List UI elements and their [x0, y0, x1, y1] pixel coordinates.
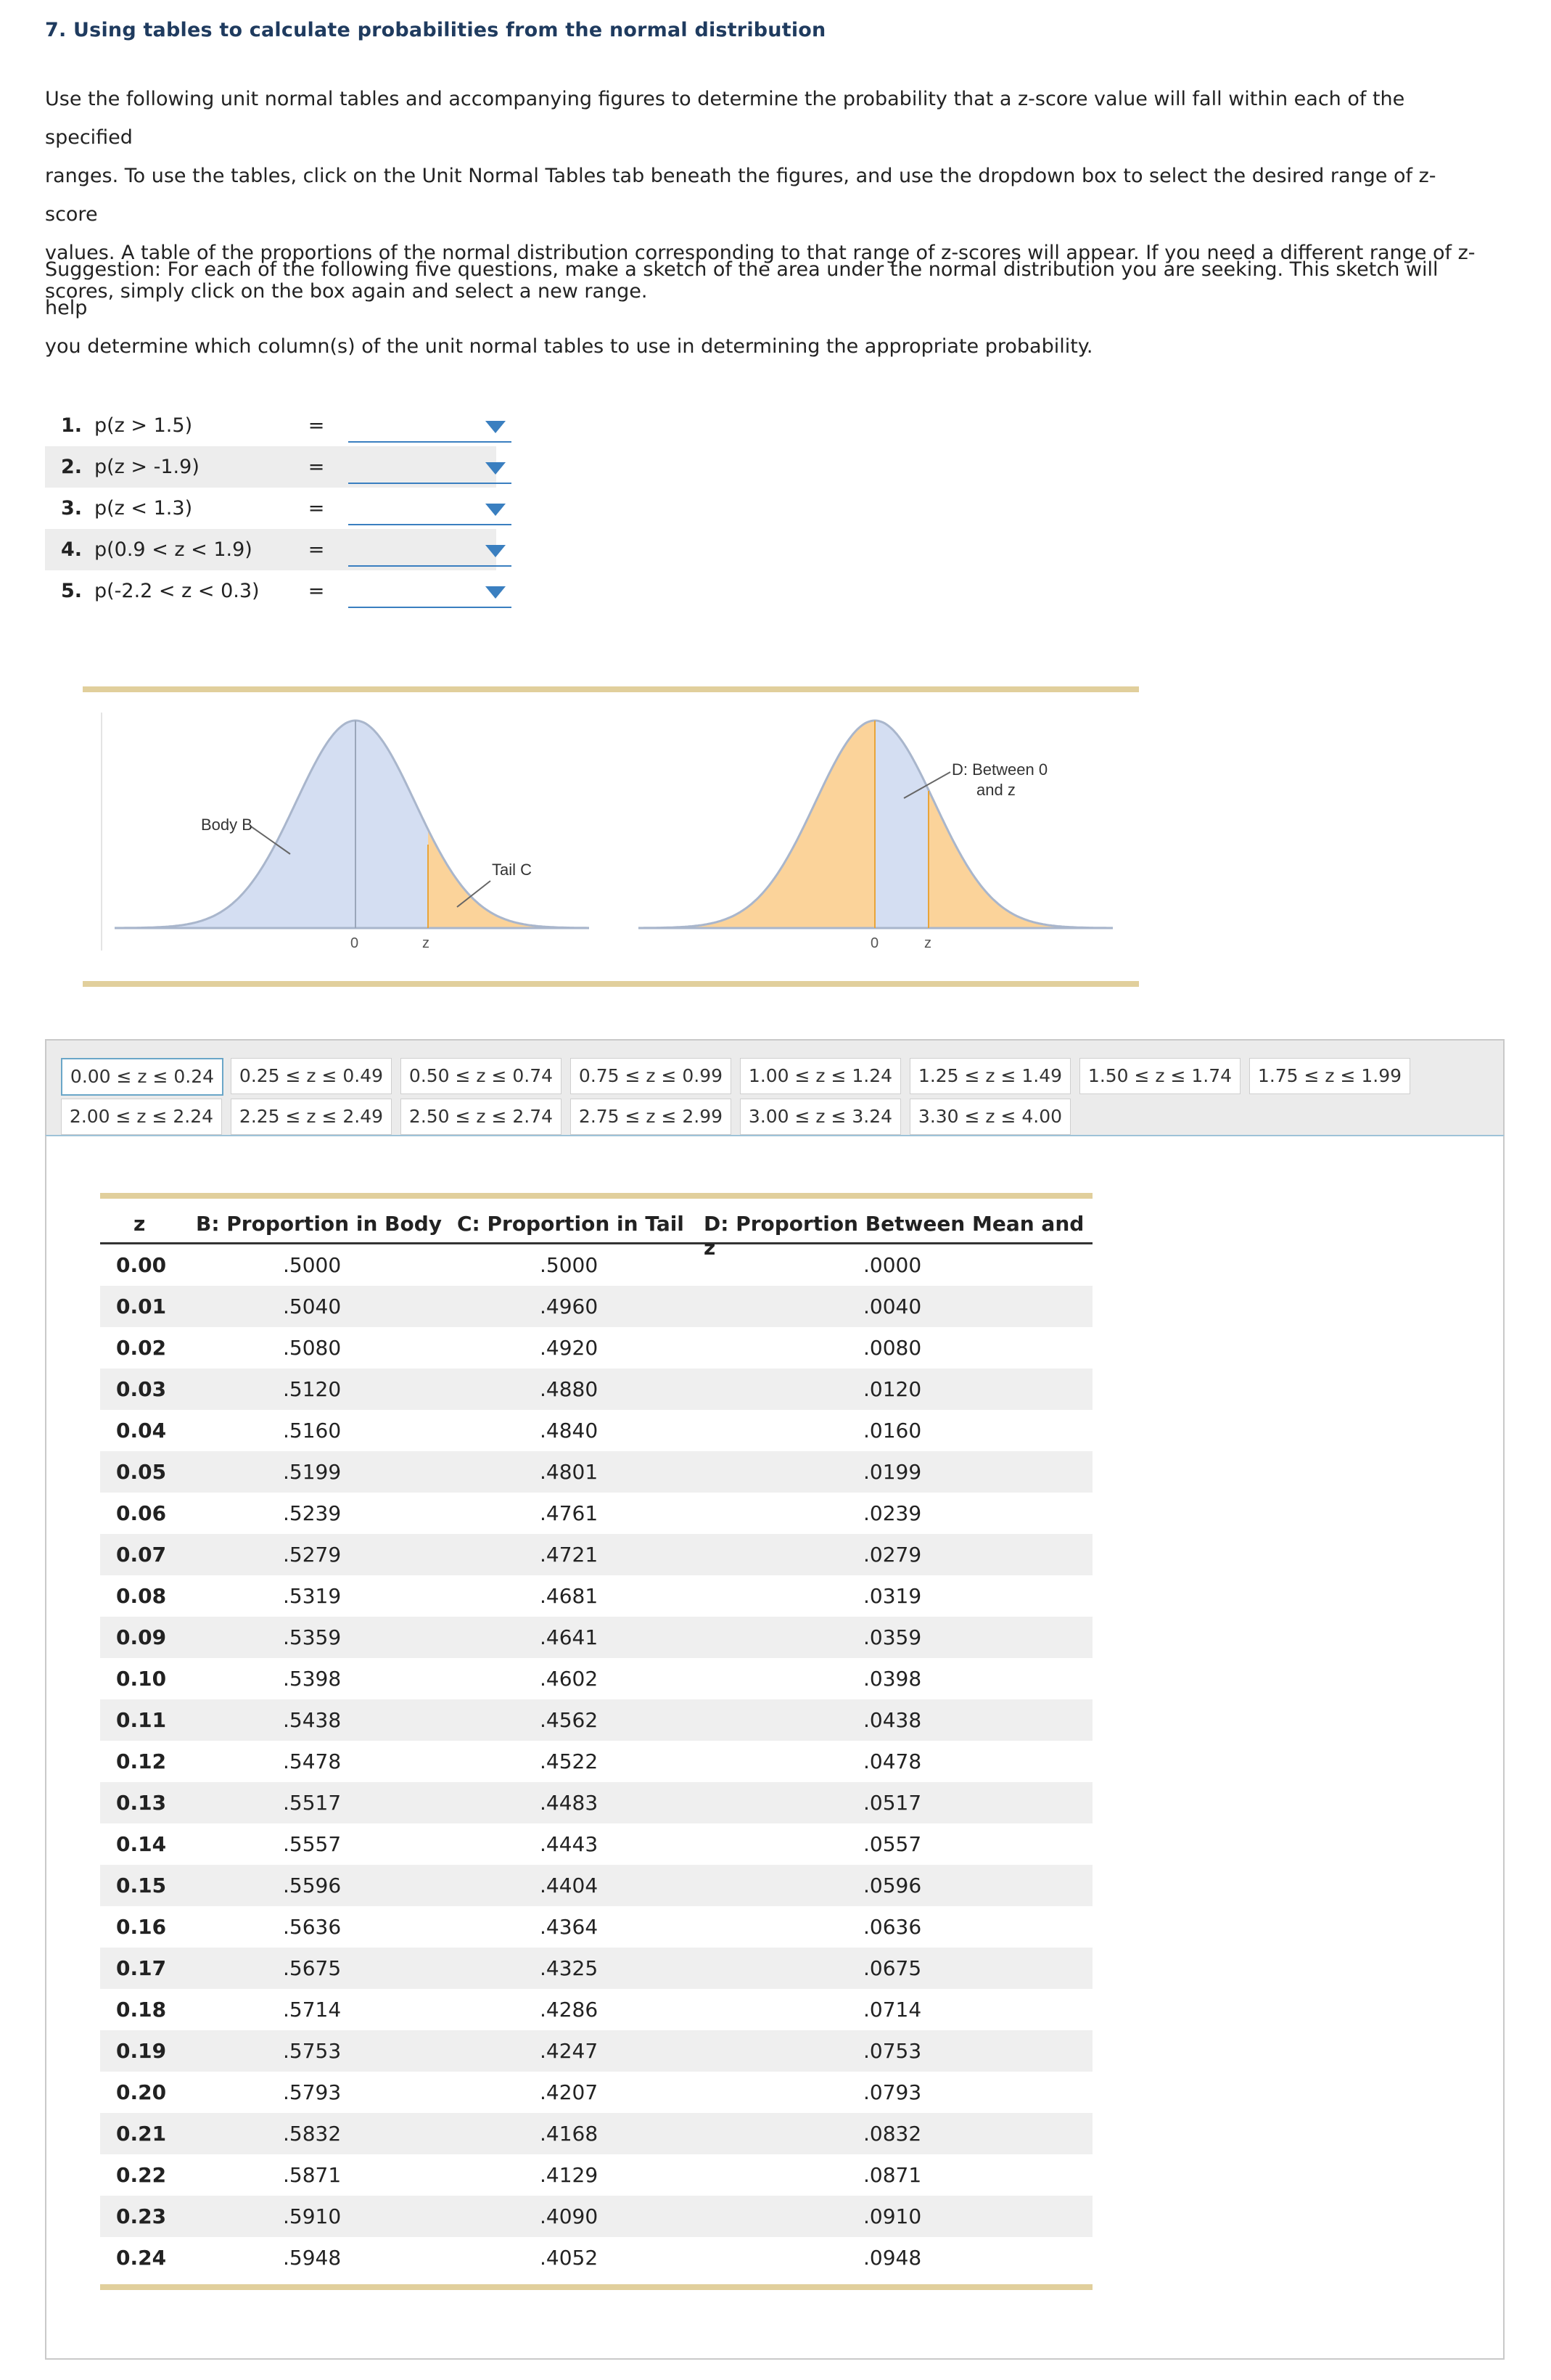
table-cell-d: .0120 [863, 1377, 922, 1401]
table-row [100, 1617, 1093, 1658]
tab-range[interactable]: 2.75 ≤ z ≤ 2.99 [570, 1099, 731, 1135]
question-row [45, 488, 496, 529]
answer-dropdown[interactable] [348, 454, 511, 484]
suggestion [45, 250, 1481, 366]
table-cell-c: .4562 [540, 1708, 598, 1732]
table-cell-d: .0359 [863, 1625, 922, 1649]
question-expression: p(z > -1.9) [94, 456, 199, 478]
table-cell-b: .5160 [283, 1419, 342, 1443]
table-cell-b: .5319 [283, 1584, 342, 1608]
table-row [100, 2072, 1093, 2113]
table-row [100, 1658, 1093, 1699]
table-cell-b: .5199 [283, 1460, 342, 1484]
equals-sign: = [308, 538, 325, 561]
table-cell-b: .5239 [283, 1501, 342, 1525]
instructions-line: values. A table of the proportions of the normal distribution corresponding to that range of z-scores will appear. If you need a different range of z- [45, 242, 1476, 264]
table-cell-d: .0948 [863, 2246, 922, 2270]
table-row [100, 1699, 1093, 1741]
table-cell-b: .5080 [283, 1336, 342, 1360]
header-between: D: Proportion Between Mean and z [704, 1212, 1085, 1260]
table-cell-z: 0.16 [116, 1915, 167, 1939]
table-cell-b: .5714 [283, 1998, 342, 2022]
right-orange-right [929, 790, 1113, 928]
table-cell-c: .4090 [540, 2204, 598, 2228]
between-d-region [875, 721, 929, 928]
right-orange-left [638, 721, 875, 928]
table-row [100, 1865, 1093, 1906]
table-cell-z: 0.03 [116, 1377, 167, 1401]
table-cell-d: .0832 [863, 2122, 922, 2146]
left-zero-tick: 0 [350, 935, 359, 951]
table-cell-z: 0.21 [116, 2122, 167, 2146]
table-cell-z: 0.12 [116, 1749, 167, 1773]
table-cell-z: 0.05 [116, 1460, 167, 1484]
question-row [45, 570, 496, 612]
tab-range[interactable]: 1.50 ≤ z ≤ 1.74 [1079, 1058, 1241, 1094]
table-cell-c: .4681 [540, 1584, 598, 1608]
question-number: 2. [61, 456, 83, 478]
tab-range[interactable]: 0.50 ≤ z ≤ 0.74 [400, 1058, 561, 1094]
question-number: 3. [61, 497, 83, 520]
table-cell-z: 0.13 [116, 1791, 167, 1815]
table-cell-z: 0.19 [116, 2039, 167, 2063]
table-row [100, 2237, 1093, 2278]
table-cell-d: .0714 [863, 1998, 922, 2022]
table-cell-b: .5000 [283, 1253, 342, 1277]
question-number: 4. [61, 538, 83, 561]
table-cell-c: .5000 [540, 1253, 598, 1277]
equals-sign: = [308, 580, 325, 602]
table-cell-d: .0793 [863, 2080, 922, 2104]
table-cell-d: .0636 [863, 1915, 922, 1939]
table-cell-c: .4920 [540, 1336, 598, 1360]
dropdown-arrow-icon [485, 504, 506, 516]
question-number: 1. [61, 414, 83, 437]
table-cell-z: 0.02 [116, 1336, 167, 1360]
table-cell-b: .5596 [283, 1874, 342, 1897]
table-row [100, 1534, 1093, 1575]
table-cell-c: .4602 [540, 1667, 598, 1691]
table-cell-c: .4364 [540, 1915, 598, 1939]
question-number: 5. [61, 580, 83, 602]
table-cell-c: .4761 [540, 1501, 598, 1525]
table-cell-c: .4880 [540, 1377, 598, 1401]
table-cell-d: .0557 [863, 1832, 922, 1856]
table-cell-b: .5832 [283, 2122, 342, 2146]
table-cell-d: .0160 [863, 1419, 922, 1443]
table-cell-d: .0871 [863, 2163, 922, 2187]
table-bottom-rule [100, 2284, 1093, 2290]
table-cell-c: .4522 [540, 1749, 598, 1773]
table-cell-b: .5517 [283, 1791, 342, 1815]
table-cell-d: .0080 [863, 1336, 922, 1360]
equals-sign: = [308, 456, 325, 478]
table-row [100, 1493, 1093, 1534]
table-cell-d: .0199 [863, 1460, 922, 1484]
table-cell-c: .4207 [540, 2080, 598, 2104]
table-cell-d: .0478 [863, 1749, 922, 1773]
table-row [100, 2030, 1093, 2072]
table-cell-z: 0.07 [116, 1543, 167, 1567]
question-expression: p(-2.2 < z < 0.3) [94, 580, 260, 602]
table-cell-z: 0.15 [116, 1874, 167, 1897]
header-body: B: Proportion in Body [196, 1212, 442, 1236]
table-cell-d: .0910 [863, 2204, 922, 2228]
dropdown-arrow-icon [485, 545, 506, 557]
table-cell-z: 0.09 [116, 1625, 167, 1649]
answer-dropdown[interactable] [348, 536, 511, 567]
table-cell-b: .5557 [283, 1832, 342, 1856]
table-cell-b: .5438 [283, 1708, 342, 1732]
instructions-line: ranges. To use the tables, click on the Unit Normal Tables tab beneath the figures, and use the dropdown box to select the desired range of z-score [45, 165, 1436, 226]
table-row [100, 1823, 1093, 1865]
question-row [45, 529, 496, 570]
table-row [100, 1368, 1093, 1410]
table-row [100, 1741, 1093, 1782]
table-cell-b: .5120 [283, 1377, 342, 1401]
answer-dropdown[interactable] [348, 495, 511, 525]
table-row [100, 1410, 1093, 1451]
table-row [100, 1575, 1093, 1617]
table-cell-b: .5793 [283, 2080, 342, 2104]
table-cell-z: 0.08 [116, 1584, 167, 1608]
table-cell-z: 0.18 [116, 1998, 167, 2022]
table-cell-z: 0.00 [116, 1253, 167, 1277]
unit-normal-table-tabs [45, 1039, 1505, 1135]
table-cell-z: 0.24 [116, 2246, 167, 2270]
figures-svg [83, 698, 1139, 959]
table-cell-c: .4129 [540, 2163, 598, 2187]
equals-sign: = [308, 414, 325, 437]
table-row [100, 1451, 1093, 1493]
table-cell-z: 0.23 [116, 2204, 167, 2228]
tab-range[interactable]: 2.00 ≤ z ≤ 2.24 [61, 1099, 222, 1135]
between-d-label-line1: D: Between 0 [952, 760, 1048, 779]
tab-range[interactable]: 1.00 ≤ z ≤ 1.24 [740, 1058, 901, 1094]
answer-dropdown[interactable] [348, 578, 511, 608]
table-cell-z: 0.17 [116, 1956, 167, 1980]
question-list [45, 405, 496, 612]
table-cell-c: .4168 [540, 2122, 598, 2146]
tab-range[interactable]: 2.50 ≤ z ≤ 2.74 [400, 1099, 561, 1135]
table-cell-z: 0.04 [116, 1419, 167, 1443]
table-cell-b: .5279 [283, 1543, 342, 1567]
table-cell-z: 0.14 [116, 1832, 167, 1856]
table-cell-d: .0000 [863, 1253, 922, 1277]
table-cell-b: .5636 [283, 1915, 342, 1939]
table-cell-c: .4801 [540, 1460, 598, 1484]
table-top-rule [100, 1193, 1093, 1199]
table-cell-d: .0319 [863, 1584, 922, 1608]
table-cell-b: .5359 [283, 1625, 342, 1649]
figure-bottom-rule [83, 981, 1139, 987]
right-figure [638, 721, 1113, 951]
table-body [100, 1244, 1093, 2278]
table-cell-z: 0.10 [116, 1667, 167, 1691]
table-cell-c: .4721 [540, 1543, 598, 1567]
table-cell-b: .5948 [283, 2246, 342, 2270]
instructions-line: Use the following unit normal tables and accompanying figures to determine the probability that a z-score value will fall within each of the specified [45, 88, 1405, 149]
right-zero-tick: 0 [871, 935, 879, 951]
normal-distribution-figures [83, 698, 1139, 959]
answer-dropdown[interactable] [348, 412, 511, 443]
instructions-line: scores, simply click on the box again and select a new range. [45, 280, 648, 303]
table-cell-c: .4960 [540, 1294, 598, 1318]
left-figure [102, 713, 589, 951]
table-cell-b: .5398 [283, 1667, 342, 1691]
table-cell-d: .0438 [863, 1708, 922, 1732]
tab-range[interactable]: 1.75 ≤ z ≤ 1.99 [1249, 1058, 1410, 1094]
figure-top-rule [83, 686, 1139, 692]
table-cell-d: .0279 [863, 1543, 922, 1567]
equals-sign: = [308, 497, 325, 520]
table-row [100, 1948, 1093, 1989]
dropdown-arrow-icon [485, 586, 506, 599]
table-cell-c: .4840 [540, 1419, 598, 1443]
table-cell-z: 0.11 [116, 1708, 167, 1732]
table-cell-c: .4483 [540, 1791, 598, 1815]
table-cell-c: .4286 [540, 1998, 598, 2022]
table-cell-b: .5040 [283, 1294, 342, 1318]
table-cell-c: .4404 [540, 1874, 598, 1897]
suggestion-line: you determine which column(s) of the unit normal tables to use in determining the appropriate probability. [45, 335, 1093, 358]
table-cell-d: .0753 [863, 2039, 922, 2063]
table-row [100, 1989, 1093, 2030]
table-cell-b: .5478 [283, 1749, 342, 1773]
tab-range[interactable]: 3.00 ≤ z ≤ 3.24 [740, 1099, 901, 1135]
table-cell-d: .0040 [863, 1294, 922, 1318]
body-b-label: Body B [201, 816, 252, 834]
question-row [45, 405, 496, 446]
table-row [100, 1286, 1093, 1327]
left-z-tick: z [422, 935, 429, 951]
table-cell-c: .4641 [540, 1625, 598, 1649]
table-cell-d: .0398 [863, 1667, 922, 1691]
tab-range[interactable]: 3.30 ≤ z ≤ 4.00 [910, 1099, 1071, 1135]
table-cell-c: .4325 [540, 1956, 598, 1980]
tab-range[interactable]: 0.25 ≤ z ≤ 0.49 [231, 1058, 392, 1094]
table-cell-d: .0596 [863, 1874, 922, 1897]
table-cell-c: .4247 [540, 2039, 598, 2063]
tail-c-label: Tail C [492, 861, 532, 879]
tail-c-region [428, 829, 589, 928]
header-tail: C: Proportion in Tail [457, 1212, 684, 1236]
table-cell-b: .5871 [283, 2163, 342, 2187]
table-cell-d: .0675 [863, 1956, 922, 1980]
tab-range[interactable]: 1.25 ≤ z ≤ 1.49 [910, 1058, 1071, 1094]
dropdown-arrow-icon [485, 462, 506, 475]
table-cell-z: 0.20 [116, 2080, 167, 2104]
table-cell-b: .5675 [283, 1956, 342, 1980]
table-cell-c: .4052 [540, 2246, 598, 2270]
table-cell-b: .5910 [283, 2204, 342, 2228]
table-row [100, 1327, 1093, 1368]
table-row [100, 2196, 1093, 2237]
table-row [100, 1244, 1093, 1286]
table-cell-b: .5753 [283, 2039, 342, 2063]
table-cell-d: .0239 [863, 1501, 922, 1525]
dropdown-arrow-icon [485, 421, 506, 433]
table-cell-c: .4443 [540, 1832, 598, 1856]
question-expression: p(0.9 < z < 1.9) [94, 538, 252, 561]
table-row [100, 2154, 1093, 2196]
table-row [100, 1906, 1093, 1948]
between-d-label-line2: and z [976, 781, 1016, 799]
question-expression: p(z < 1.3) [94, 497, 193, 520]
question-row [45, 446, 496, 488]
table-cell-z: 0.01 [116, 1294, 167, 1318]
header-z: z [133, 1212, 146, 1236]
table-header [100, 1207, 1093, 1260]
table-cell-z: 0.22 [116, 2163, 167, 2187]
tab-range[interactable]: 2.25 ≤ z ≤ 2.49 [231, 1099, 392, 1135]
body-b-region [115, 721, 428, 928]
table-cell-d: .0517 [863, 1791, 922, 1815]
tab-range[interactable]: 0.75 ≤ z ≤ 0.99 [570, 1058, 731, 1094]
table-row [100, 2113, 1093, 2154]
suggestion-line: Suggestion: For each of the following five questions, make a sketch of the area under the normal distribution you are seeking. This sketch will help [45, 258, 1439, 319]
right-z-tick: z [924, 935, 931, 951]
table-row [100, 1782, 1093, 1823]
tab-range[interactable]: 0.00 ≤ z ≤ 0.24 [61, 1058, 223, 1096]
table-cell-z: 0.06 [116, 1501, 167, 1525]
page-title: 7. Using tables to calculate probabilities from the normal distribution [45, 19, 826, 41]
question-expression: p(z > 1.5) [94, 414, 193, 437]
